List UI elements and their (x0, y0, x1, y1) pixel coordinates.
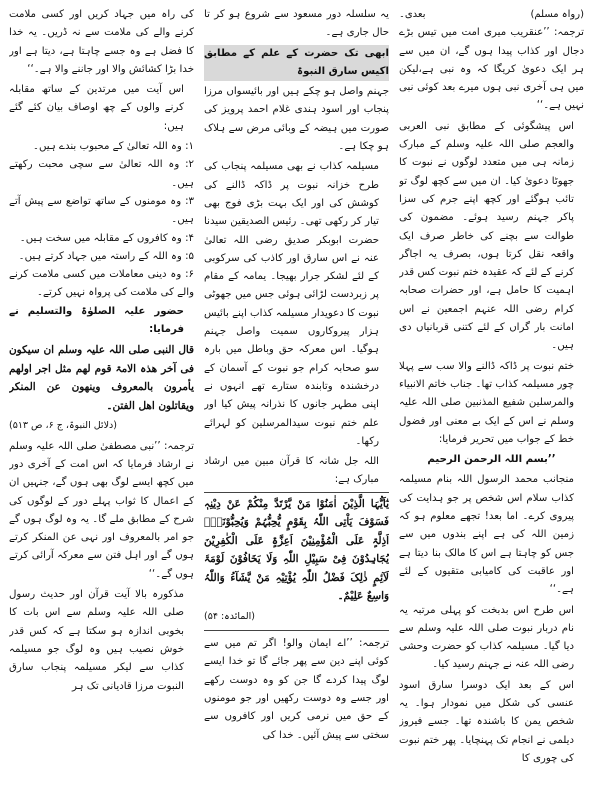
highlighted-line: ابھی تک حضرت کے علم کے مطابق اکیس سارق النبوۃ (204, 45, 389, 82)
quran-intro: اللہ جل شانہ کا قرآن مبین میں ارشاد مبارک ہے: (204, 456, 379, 486)
prophet-letter: منجانب محمد الرسول اللہ بنام مسیلمہ کذاب سلام اس شخص پر جو ہدایت کی پیروی کرے۔ اما بعد! تجھے معلوم ہو کہ زمین اللہ کی ہے اپنے بندوں میں سے جس کو چاہتا ہے اس کا مالک بنا دیتا ہے اور عاقبت کی کامیابی متقیوں کے لئے ہے۔‘‘ (399, 474, 574, 596)
musaylima-paragraph: ختم نبوت پر ڈاکہ ڈالنے والا سب سے پہلا چور مسیلمہ کذاب تھا۔ جناب خاتم الانبیاء والمرسلین شفیع المذنبین صلی اللہ علیہ وسلم نے اس کے ایک بے معنی اور فضول خط کے جواب میں تحریر فرمایا: (399, 360, 574, 445)
aswad-ansi-paragraph: اس کے بعد ایک دوسرا سارق اسود عنسی کی شکل میں نمودار ہوا۔ یہ شخص یمن کا باشندہ تھا۔ جسے فیروز دیلمی نے انجام تک پہنچایا۔ پھر ختم نبوت کی چوری کا (399, 679, 574, 764)
battle-paragraph: مسیلمہ کذاب نے بھی مسیلمہ پنجاب کی طرح خزانہ نبوت پر ڈاکہ ڈالنے کی کوشش کی اور ایک بہت بڑی فوج بھی تیار کر رکھی تھی۔ رئیس الصدیقین سیدنا حضرت ابوبکر صدیق رضی اللہ تعالیٰ عنہ نے اس سارق اور کاذب کی سرکوبی کے لئے لشکر جرار بھیجا۔ یمامہ کے مقام پر زبردست لڑائی ہوئی جس میں جھوٹی نبوت کا دعویدار مسیلمہ کذاب اپنے بائیس ہزار پیروکاروں سمیت واصل جہنم ہوگیا۔ اس معرکہ حق وباطل میں بارہ سو صحابہ کرام جو نبوت کے آسمان کے درخشندہ وتابندہ ستارے تھے انہوں نے اپنی مطہر جانوں کا نذرانہ پیش کیا اور علم ختم نبوت سیدالمرسلین کو لہرائے رکھا۔ (204, 161, 379, 447)
verse-reference: (المائدہ: ۵۴) (204, 610, 255, 622)
quality-item: ۴: وہ کافروں کے مقابلہ میں سخت ہیں۔ (19, 232, 194, 244)
quality-item: ۲: وہ اللہ تعالیٰ سے سچی محبت رکھتے ہیں۔ (9, 159, 194, 189)
qualities-intro: اس آیت میں مرتدین کے ساتھ مقابلہ کرنے والوں کے چھ اوصاف بیان کئے گئے ہیں: (9, 84, 184, 132)
hadith-arabic: قال النبی صلی اللہ علیہ وسلم ان سیکون فی آخر ھذہ الامۃ قوم لھم مثل اجر اولھم یأمرون بالمعروف وینھون عن المنکر ویقاتلون اھل الفتن۔ (9, 344, 194, 412)
hadith-translation-left: ترجمہ: ’’نبی مصطفیٰ صلی اللہ علیہ وسلم نے ارشاد فرمایا کہ اس امت کے آخری دور میں کچھ ایسے لوگ بھی ہوں گے، جنہیں ان کے اعمال کا ثواب پہلے دور کے لوگوں کی شرح کے مطابق ملے گا۔ یہ وہ لوگ ہوں گے جو امر بالمعروف اور نہی عن المنکر کرتے ہوں گے اور اہل فتن سے معرکہ آرائی کرتے ہوں گے۔‘‘ (9, 440, 194, 580)
column-left (9, 6, 194, 796)
quality-item: ۶: وہ دینی معاملات میں کسی ملامت کرنے والے کی ملامت کی پرواہ نہیں کرتے۔ (9, 269, 194, 299)
prophecy-paragraph: اس پیشگوئی کے مطابق نبی العربی والعجم صلی اللہ علیہ وسلم کے مبارک زمانہ ہی میں متعدد لوگوں نے نبوت کا جھوٹا دعویٰ کیا۔ ان میں سے کچھ لوگ تو تائب ہوگئے اور کچھ اپنے جرم کی سزا پاکر جہنم رسید ہوئے۔ مضمون کی طوالت سے بچنے کی خاطر صرف ایک واقعہ نقل کرتا ہوں، بصرف یہ اجاگر کرنے کے لئے کہ عقیدہ ختم نبوت کس قدر اہمیت کا حامل ہے، اور حضرات صحابہ کرام رضی اللہ عنہم اجمعین نے اس امانت بار گراں کے لئے کتنی قربانیاں دی ہیں۔ (399, 120, 574, 352)
quality-item: ۵: وہ اللہ کے راستہ میں جہاد کرتے ہیں۔ (18, 250, 194, 262)
chain-intro-continued: جہنم واصل ہو چکے ہیں اور بائیسواں مرزا پنجاب اور اسود ہندی غلام احمد پرویز کی صورت میں ہیضہ کے وبائی مرض سے ہلاک ہو چکا ہے۔ (204, 86, 389, 153)
verse-translation-continued: کی راہ میں جہاد کریں اور کسی ملامت کرنے والے کی ملامت سے نہ ڈریں۔ یہ خدا کا فضل ہے وہ جسے چاہتا ہے، دیتا ہے اور خدا بڑا کشائش والا اور جاننے والا ہے۔‘‘ (9, 9, 194, 75)
after-letter-paragraph: اس طرح اس بدبخت کو پہلی مرتبہ یہ نام دربار نبوت صلی اللہ علیہ وسلم سے دیا گیا۔ مسیلمہ کذاب کو حضرت وحشی رضی اللہ عنہ نے جہنم رسید کیا۔ (399, 604, 574, 671)
hadith-ending: بعدی۔ (399, 9, 426, 20)
quality-item: ۳: وہ مومنوں کے ساتھ تواضع سے پیش آتے ہیں۔ (9, 195, 194, 226)
quran-verse-box (204, 492, 389, 631)
hadith-translation: ترجمہ: ’’عنقریب میری امت میں تیس بڑے دجال اور کذاب پیدا ہوں گے، ان میں سے ہر ایک دعویٰ کریگا کہ وہ نبی ہے،لیکن میں ہی آخری نبی ہوں میرے بعد کوئی نبی نہیں ہے۔‘‘ (399, 27, 584, 112)
hadith-source: (رواہ مسلم) (530, 9, 584, 20)
hadith-source-row (399, 6, 584, 24)
column-middle (204, 6, 389, 796)
qualities-list (9, 138, 194, 303)
quran-verse: یٰٓاَیُّہَا الَّذِیْنَ اٰمَنُوْا مَنْ یَّرْتَدَّ مِنْکُمْ عَنْ دِیْنِہٖ فَسَوْفَ یَاْتِی اللّٰہُ بِقَوْمٍ یُّحِبُّہُمْ وَیُحِبُّوْنَہٗٓ اَذِلَّۃٍ عَلَی الْمُؤْمِنِیْنَ اَعِزَّۃٍ عَلَی الْکٰفِرِیْنَ یُجَاہِدُوْنَ فِیْ سَبِیْلِ اللّٰہِ وَلَا یَخَافُوْنَ لَوْمَۃَ لَآئِمٍ ذٰلِکَ فَضْلُ اللّٰہِ یُؤْتِیْہِ مَنْ یَّشَآءُ وَاللّٰہُ وَاسِعٌ عَلِیْمٌ۔ (204, 497, 389, 603)
verse-translation: ترجمہ: ’’اے ایمان والو! اگر تم میں سے کوئی اپنے دین سے پھر جائے گا تو خدا ایسے لوگ پیدا کردے گا جن کو وہ دوست رکھے اور جسے وہ دوست رکھیں اور جو مومنوں کے حق میں نرمی کریں اور کافروں سے سختی سے پیش آئیں۔ خدا کی (204, 638, 389, 741)
hadith-reference: (دلائل النبوۃ، ج ۶، ص ۵۱۳) (9, 420, 117, 432)
quality-item: ۱: وہ اللہ تعالیٰ کے محبوب بندے ہیں۔ (33, 141, 194, 153)
column-right (399, 6, 584, 796)
closing-paragraph: مذکورہ بالا آیت قرآن اور حدیث رسول صلی اللہ علیہ وسلم سے اس بات کا بخوبی اندازہ ہو سکتا ہے کہ کس قدر خوش نصیب ہیں وہ لوگ جو مسیلمہ کذاب سے لیکر مسیلمہ پنجاب سارق النبوت مرزا قادیانی تک ہر (9, 589, 184, 692)
bismillah: ’’بسم اللہ الرحمن الرحیم (427, 454, 556, 466)
chain-intro: یہ سلسلہ دور مسعود سے شروع ہو کر تا حال جاری ہے۔ (204, 9, 389, 39)
hadith-intro: حضور علیہ الصلوٰۃ والتسلیم نے فرمایا: (9, 305, 184, 336)
